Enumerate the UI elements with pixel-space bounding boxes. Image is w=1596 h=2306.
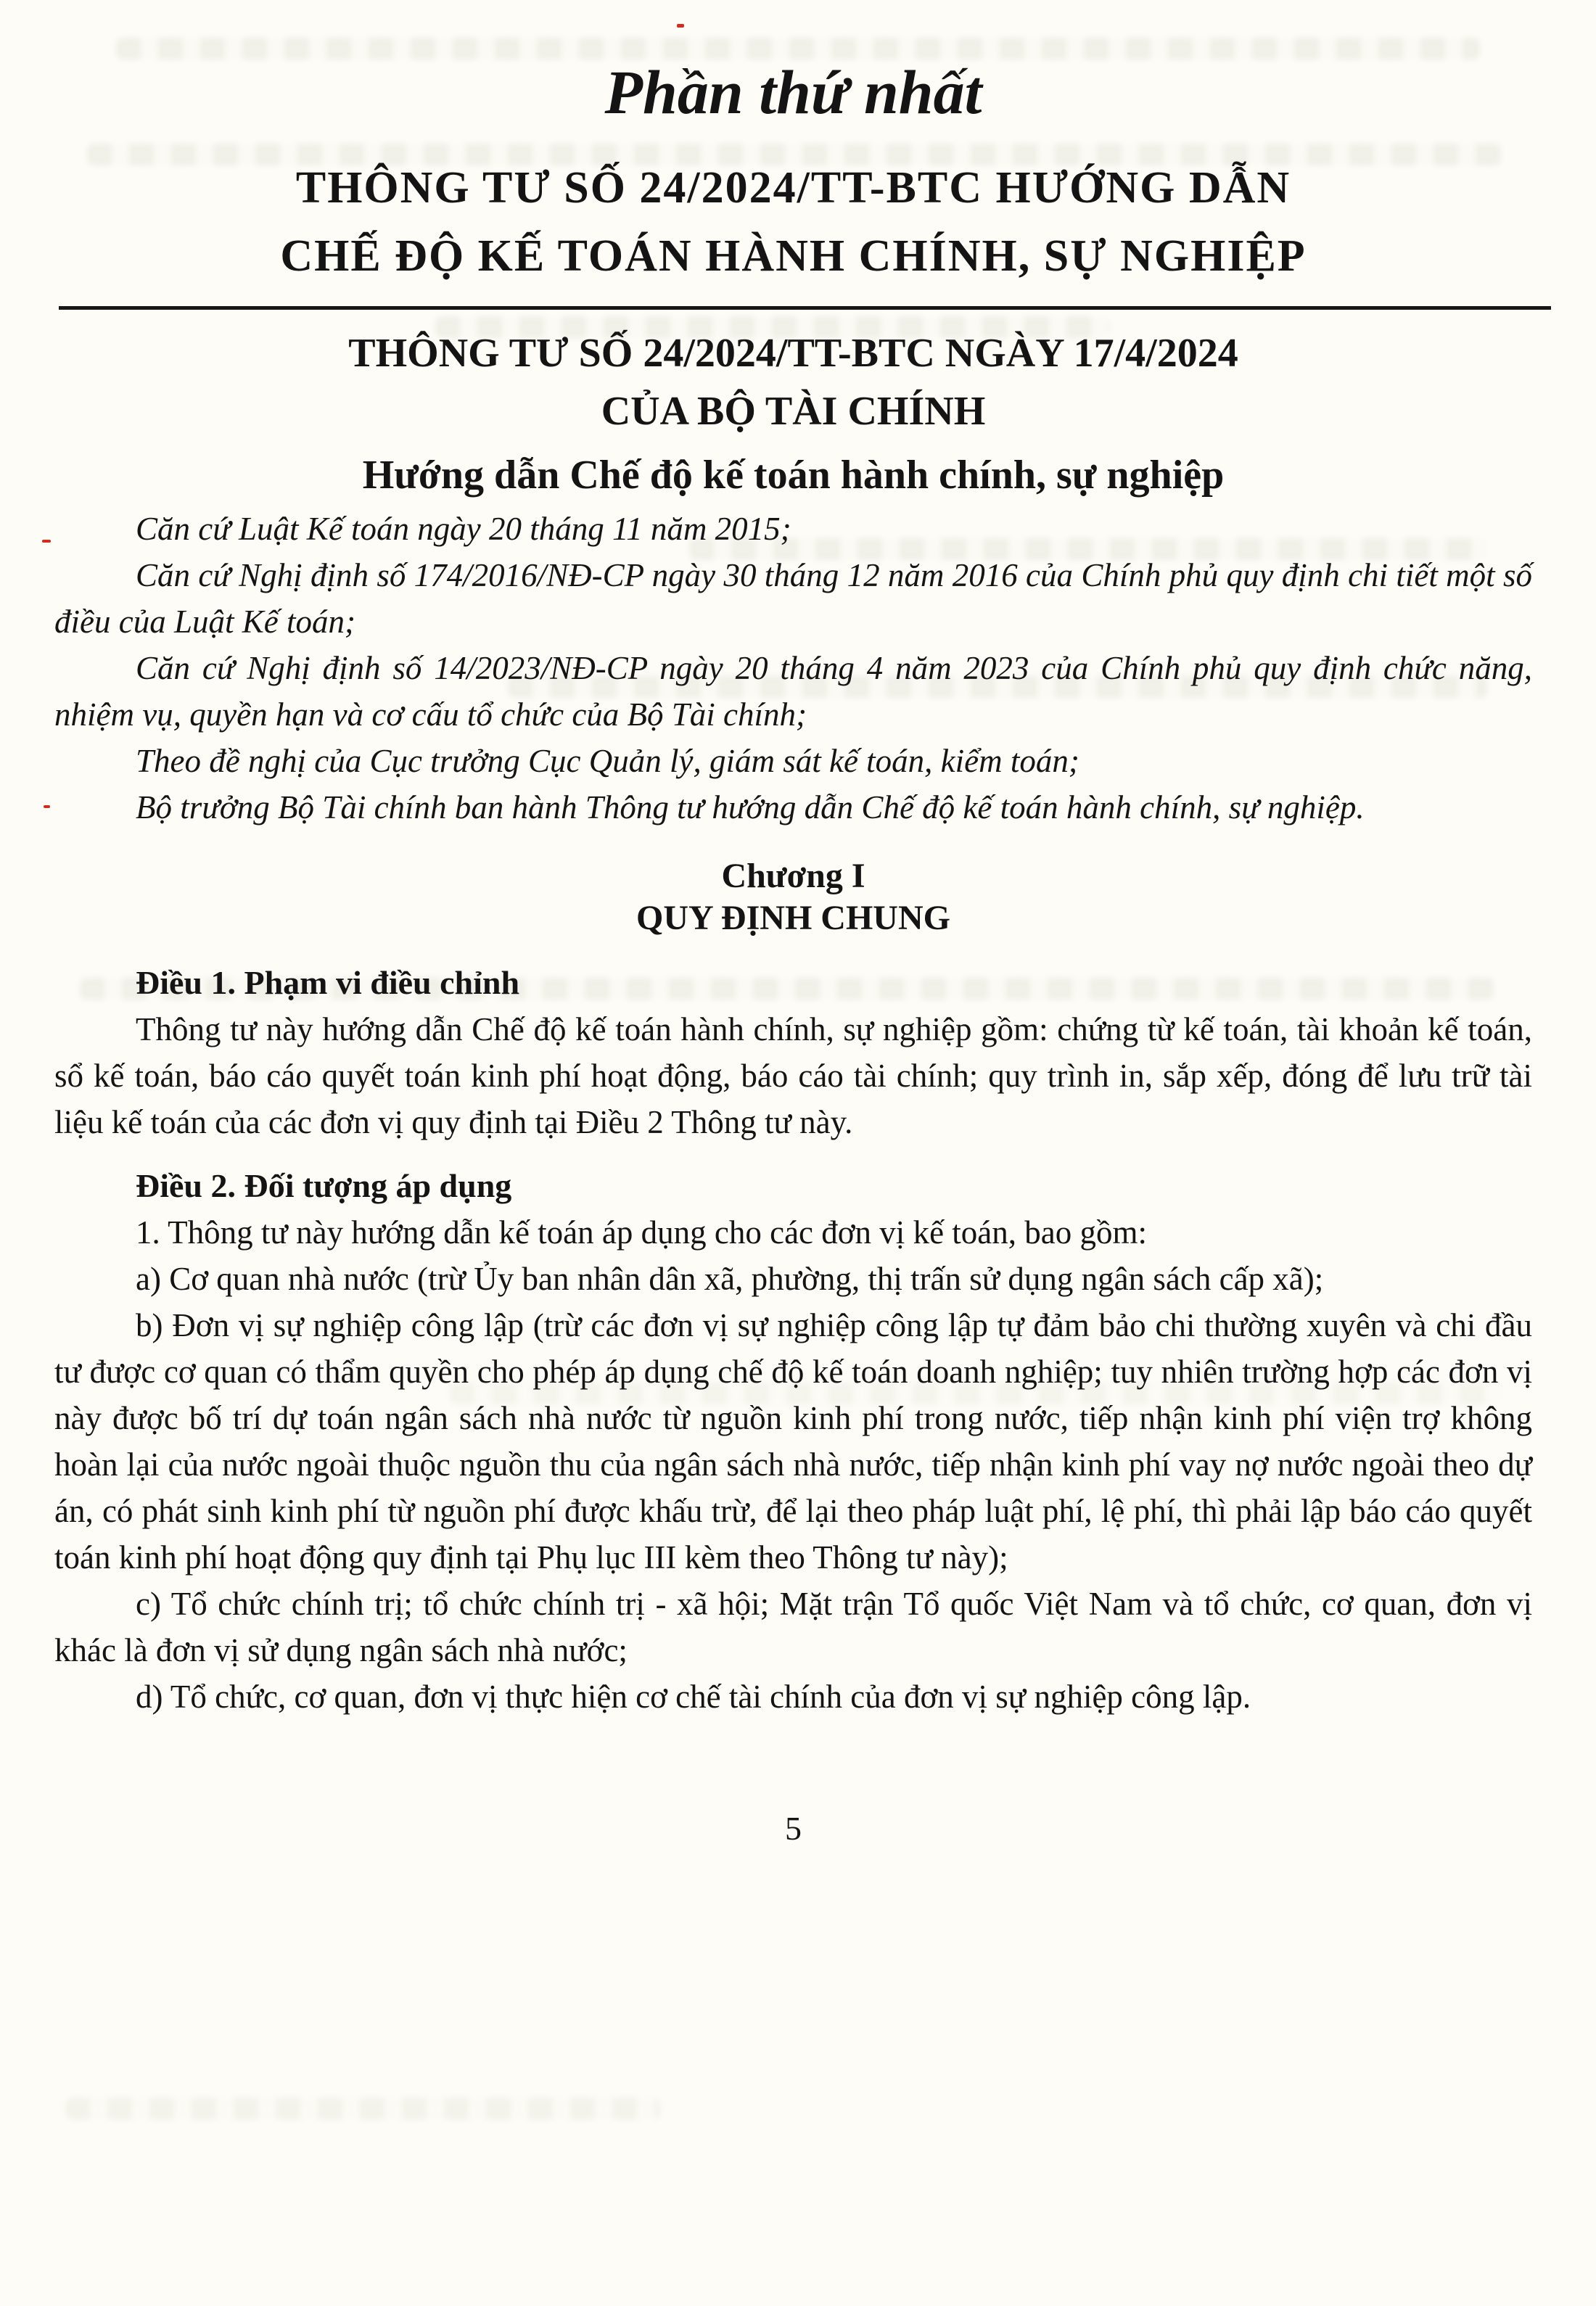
part-title: Phần thứ nhất xyxy=(604,57,982,127)
main-title xyxy=(54,154,1532,290)
chapter-title: QUY ĐỊNH CHUNG xyxy=(636,899,950,937)
article-2-item: b) Đơn vị sự nghiệp công lập (trừ các đơn vị sự nghiệp công lập tự đảm bảo chi thường xuyên và chi đầu tư được cơ quan có thẩm quyền cho phép áp dụng chế độ kế toán doanh nghiệp; tuy nhiên trường hợp các đơn vị này được bố trí dự toán ngân sách nhà nước từ nguồn kinh phí trong nước, tiếp nhận kinh phí viện trợ không hoàn lại của nước ngoài thuộc nguồn thu của ngân sách nhà nước, tiếp nhận kinh phí vay nợ nước ngoài theo dự án, có phát sinh kinh phí từ nguồn phí được khấu trừ, để lại theo pháp luật phí, lệ phí, thì phải lập báo cáo quyết toán kinh phí hoạt động quy định tại Phụ lục III kèm theo Thông tư này); xyxy=(54,1307,1532,1576)
article-2-item: d) Tổ chức, cơ quan, đơn vị thực hiện cơ chế tài chính của đơn vị sự nghiệp công lập. xyxy=(136,1679,1251,1715)
page-number: 5 xyxy=(785,1810,802,1847)
bleed-through-artifact xyxy=(65,2098,660,2120)
chapter-label: Chương I xyxy=(721,857,865,895)
preamble-citation: Căn cứ Nghị định số 14/2023/NĐ-CP ngày 20 tháng 4 năm 2023 của Chính phủ quy định chức năng, nhiệm vụ, quyền hạn và cơ cấu tổ chức của Bộ Tài chính; xyxy=(54,650,1532,733)
red-speck-artifact xyxy=(44,805,50,808)
article-2-heading: Điều 2. Đối tượng áp dụng xyxy=(136,1167,512,1204)
main-title-line-2: CHẾ ĐỘ KẾ TOÁN HÀNH CHÍNH, SỰ NGHIỆP xyxy=(280,231,1307,281)
preamble-citation: Theo đề nghị của Cục trưởng Cục Quản lý, giám sát kế toán, kiểm toán; xyxy=(136,743,1079,779)
article-1-paragraph: Thông tư này hướng dẫn Chế độ kế toán hành chính, sự nghiệp gồm: chứng từ kế toán, tài khoản kế toán, sổ kế toán, báo cáo quyết toán kinh phí hoạt động, báo cáo tài chính; quy trình in, sắp xếp, đóng để lưu trữ tài liệu kế toán của các đơn vị quy định tại Điều 2 Thông tư này. xyxy=(54,1011,1532,1140)
subtitle-line-2: CỦA BỘ TÀI CHÍNH xyxy=(601,389,986,434)
preamble-enactment: Bộ trưởng Bộ Tài chính ban hành Thông tư hướng dẫn Chế độ kế toán hành chính, sự nghiệp. xyxy=(136,789,1365,825)
article-1-heading: Điều 1. Phạm vi điều chỉnh xyxy=(136,964,520,1001)
article-2-item: a) Cơ quan nhà nước (trừ Ủy ban nhân dân xã, phường, thị trấn sử dụng ngân sách cấp xã); xyxy=(136,1261,1324,1297)
article-2-item: 1. Thông tư này hướng dẫn kế toán áp dụng cho các đơn vị kế toán, bao gồm: xyxy=(136,1214,1147,1251)
subtitle-line-1: THÔNG TƯ SỐ 24/2024/TT-BTC NGÀY 17/4/2024 xyxy=(348,331,1238,376)
main-title-line-1: THÔNG TƯ SỐ 24/2024/TT-BTC HƯỚNG DẪN xyxy=(295,163,1291,213)
red-speck-artifact xyxy=(677,24,684,28)
subtitle-line-3: Hướng dẫn Chế độ kế toán hành chính, sự nghiệp xyxy=(362,453,1225,498)
horizontal-rule xyxy=(59,306,1551,310)
preamble-citation: Căn cứ Luật Kế toán ngày 20 tháng 11 năm 2015; xyxy=(136,511,791,547)
preamble-citation: Căn cứ Nghị định số 174/2016/NĐ-CP ngày 30 tháng 12 năm 2016 của Chính phủ quy định chi tiết một số điều của Luật Kế toán; xyxy=(54,557,1532,640)
red-speck-artifact xyxy=(42,540,51,543)
article-2-item: c) Tổ chức chính trị; tổ chức chính trị - xã hội; Mặt trận Tổ quốc Việt Nam và tổ chức, cơ quan, đơn vị khác là đơn vị sử dụng ngân sách nhà nước; xyxy=(54,1586,1532,1668)
